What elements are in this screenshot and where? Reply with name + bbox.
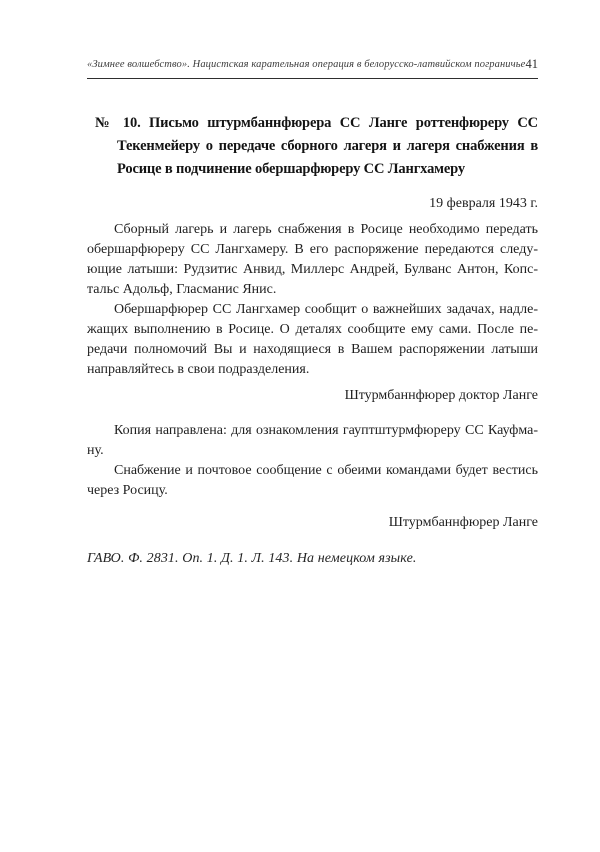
paragraph	[87, 300, 538, 380]
text-line: Снабжение и почтовое сообщение с обеими командами будет вестись	[114, 463, 538, 478]
text-line: Копия направлена: для ознакомления гауптштурмфюреру СС Кауфма-	[114, 423, 538, 438]
text-line: Сборный лагерь и лагерь снабжения в Росице необходимо передать	[114, 222, 538, 237]
document-date: 19 февраля 1943 г.	[429, 196, 538, 211]
text-line: направляйтесь в свои подразделения.	[87, 362, 310, 377]
text-line: ну.	[87, 443, 104, 458]
text-line: редачи полномочий Вы и находящиеся в Вашем распоряжении латыши	[87, 342, 538, 357]
archive-reference: ГАВО. Ф. 2831. Оп. 1. Д. 1. Л. 143. На немецком языке.	[87, 551, 417, 566]
running-header	[87, 58, 538, 79]
text-line: через Росицу.	[87, 483, 168, 498]
document-title-line: Росице в подчинение обершарфюреру СС Лангхамеру	[117, 161, 466, 177]
text-line: ющие латыши: Рудзитис Анвид, Миллерс Андрей, Булванс Антон, Копс-	[87, 262, 538, 277]
paragraph	[87, 461, 538, 501]
signature-line: Штурмбаннфюрер доктор Ланге	[344, 388, 538, 403]
text-line: тальс Адольф, Гласманис Янис.	[87, 282, 277, 297]
document-title-line: № 10. Письмо штурмбаннфюрера СС Ланге роттенфюреру СС	[95, 115, 538, 131]
text-line: жащих выполнению в Росице. О деталях сообщите ему сами. После пе-	[87, 322, 538, 337]
text-line: обершарфюреру СС Лангхамеру. В его распоряжение передаются следу-	[87, 242, 538, 257]
paragraph	[87, 421, 538, 461]
document-content	[87, 112, 538, 569]
paragraph	[87, 220, 538, 300]
running-header-title: «Зимнее волшебство». Нацистская карательная операция в белорусско-латвийском пограничье	[87, 59, 526, 70]
letter-body	[87, 220, 538, 380]
document-title-line: Текенмейеру о передаче сборного лагеря и лагеря снабжения в	[117, 138, 538, 154]
text-line: Обершарфюрер СС Лангхамер сообщит о важнейших задачах, надле-	[114, 302, 538, 317]
signature-line: Штурмбаннфюрер Ланге	[388, 515, 538, 530]
page-number: 41	[525, 57, 538, 71]
document-title	[87, 112, 538, 181]
